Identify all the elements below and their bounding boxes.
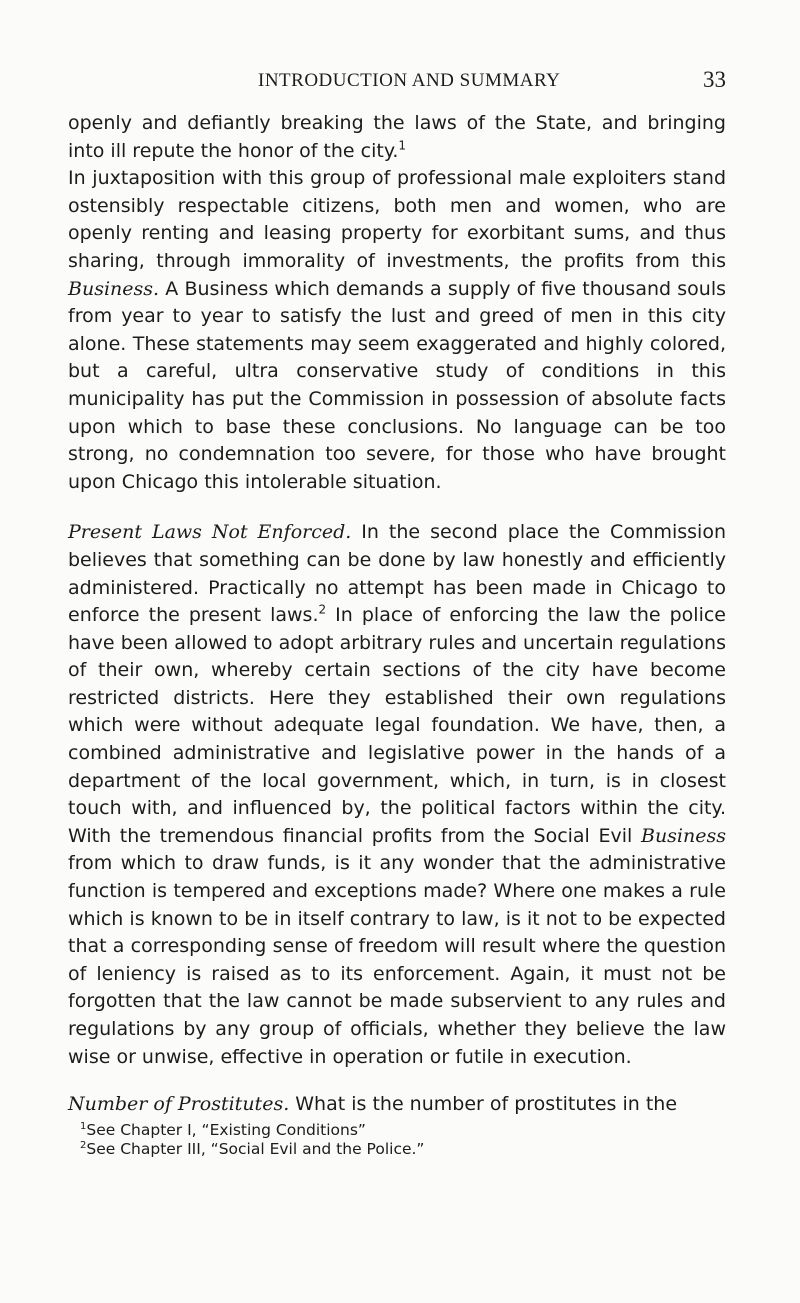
paragraph-2-emphasis: Business. (68, 277, 160, 300)
paragraph-3-text-b: In place of enforcing the law the police have been allowed to adopt arbitrary rules and uncertain regulations of their own, whereby certain sections of the city have become restricted districts. Here they established their own regulations which were without adequate legal foundation. We have, then, a combined administrative and legislative power in the hands of a department of the local government, which, in turn, is in closest touch with, and influenced by, the political factors within the city. With the tremendous financial profits from the Social Evil (68, 604, 726, 847)
footnote-2 (80, 1140, 726, 1159)
page-number: 33 (703, 67, 726, 92)
book-page (68, 67, 726, 1159)
paragraph-4 (68, 1091, 726, 1119)
footnote-2-mark: 2 (80, 1139, 87, 1151)
footnotes (80, 1121, 726, 1159)
section-heading-number-of-prostitutes: Number of Prostitutes. (68, 1093, 290, 1116)
page-header (68, 67, 726, 110)
footnote-1-mark: 1 (80, 1120, 87, 1132)
paragraph-3-text-a: In the second place the Commission believes that something can be done by law honestly and efficiently administered. Practically no attempt has been made in Chicago to enforce the present laws. (68, 521, 726, 627)
paragraph-1 (68, 110, 726, 165)
footnote-2-text: See Chapter III, “Social Evil and the Police.” (86, 1139, 425, 1158)
paragraph-2-text-b: A Business which demands a supply of five thousand souls from year to year to satisfy the lust and greed of men in this city alone. These statements may seem exaggerated and highly colored, but a careful, ultra conservative study of conditions in this municipality has put the Commission in possession of absolute facts upon which to base these conclusions. No language can be too strong, no condemnation too severe, for those who have brought upon Chicago this intolerable situation. (68, 277, 726, 493)
running-head: INTRODUCTION AND SUMMARY (258, 70, 561, 91)
paragraph-4-text: What is the number of prostitutes in the (289, 1093, 678, 1116)
paragraph-3 (68, 519, 726, 1071)
paragraph-2-text-a: In juxtaposition with this group of professional male exploiters stand ostensibly respectable citizens, both men and women, who are openly renting and leasing property for exorbitant sums, and thus sharing, through immorality of investments, the profits from this (68, 167, 726, 272)
body-text (68, 110, 726, 1119)
paragraph-3-emphasis: Business (640, 824, 726, 847)
paragraph-1-text: openly and defiantly breaking the laws of the State, and bringing into ill repute the honor of the city. (68, 112, 726, 162)
footnote-ref-2: 2 (318, 602, 327, 617)
footnote-ref-1: 1 (398, 138, 407, 153)
paragraph-2 (68, 165, 726, 496)
footnote-1-text: See Chapter I, “Existing Conditions” (86, 1120, 366, 1139)
paragraph-3-text-c: from which to draw funds, is it any wonder that the administrative function is tempered and exceptions made? Where one makes a rule which is known to be in itself contrary to law, is it not to be expected that a corresponding sense of freedom will result where the question of leniency is raised as to its enforcement. Again, it must not be forgotten that the law cannot be made subservient to any rules and regulations by any group of officials, whether they believe the law wise or unwise, effective in operation or futile in execution. (68, 852, 726, 1068)
footnote-1 (80, 1121, 726, 1140)
section-heading-present-laws: Present Laws Not Enforced. (68, 521, 352, 544)
